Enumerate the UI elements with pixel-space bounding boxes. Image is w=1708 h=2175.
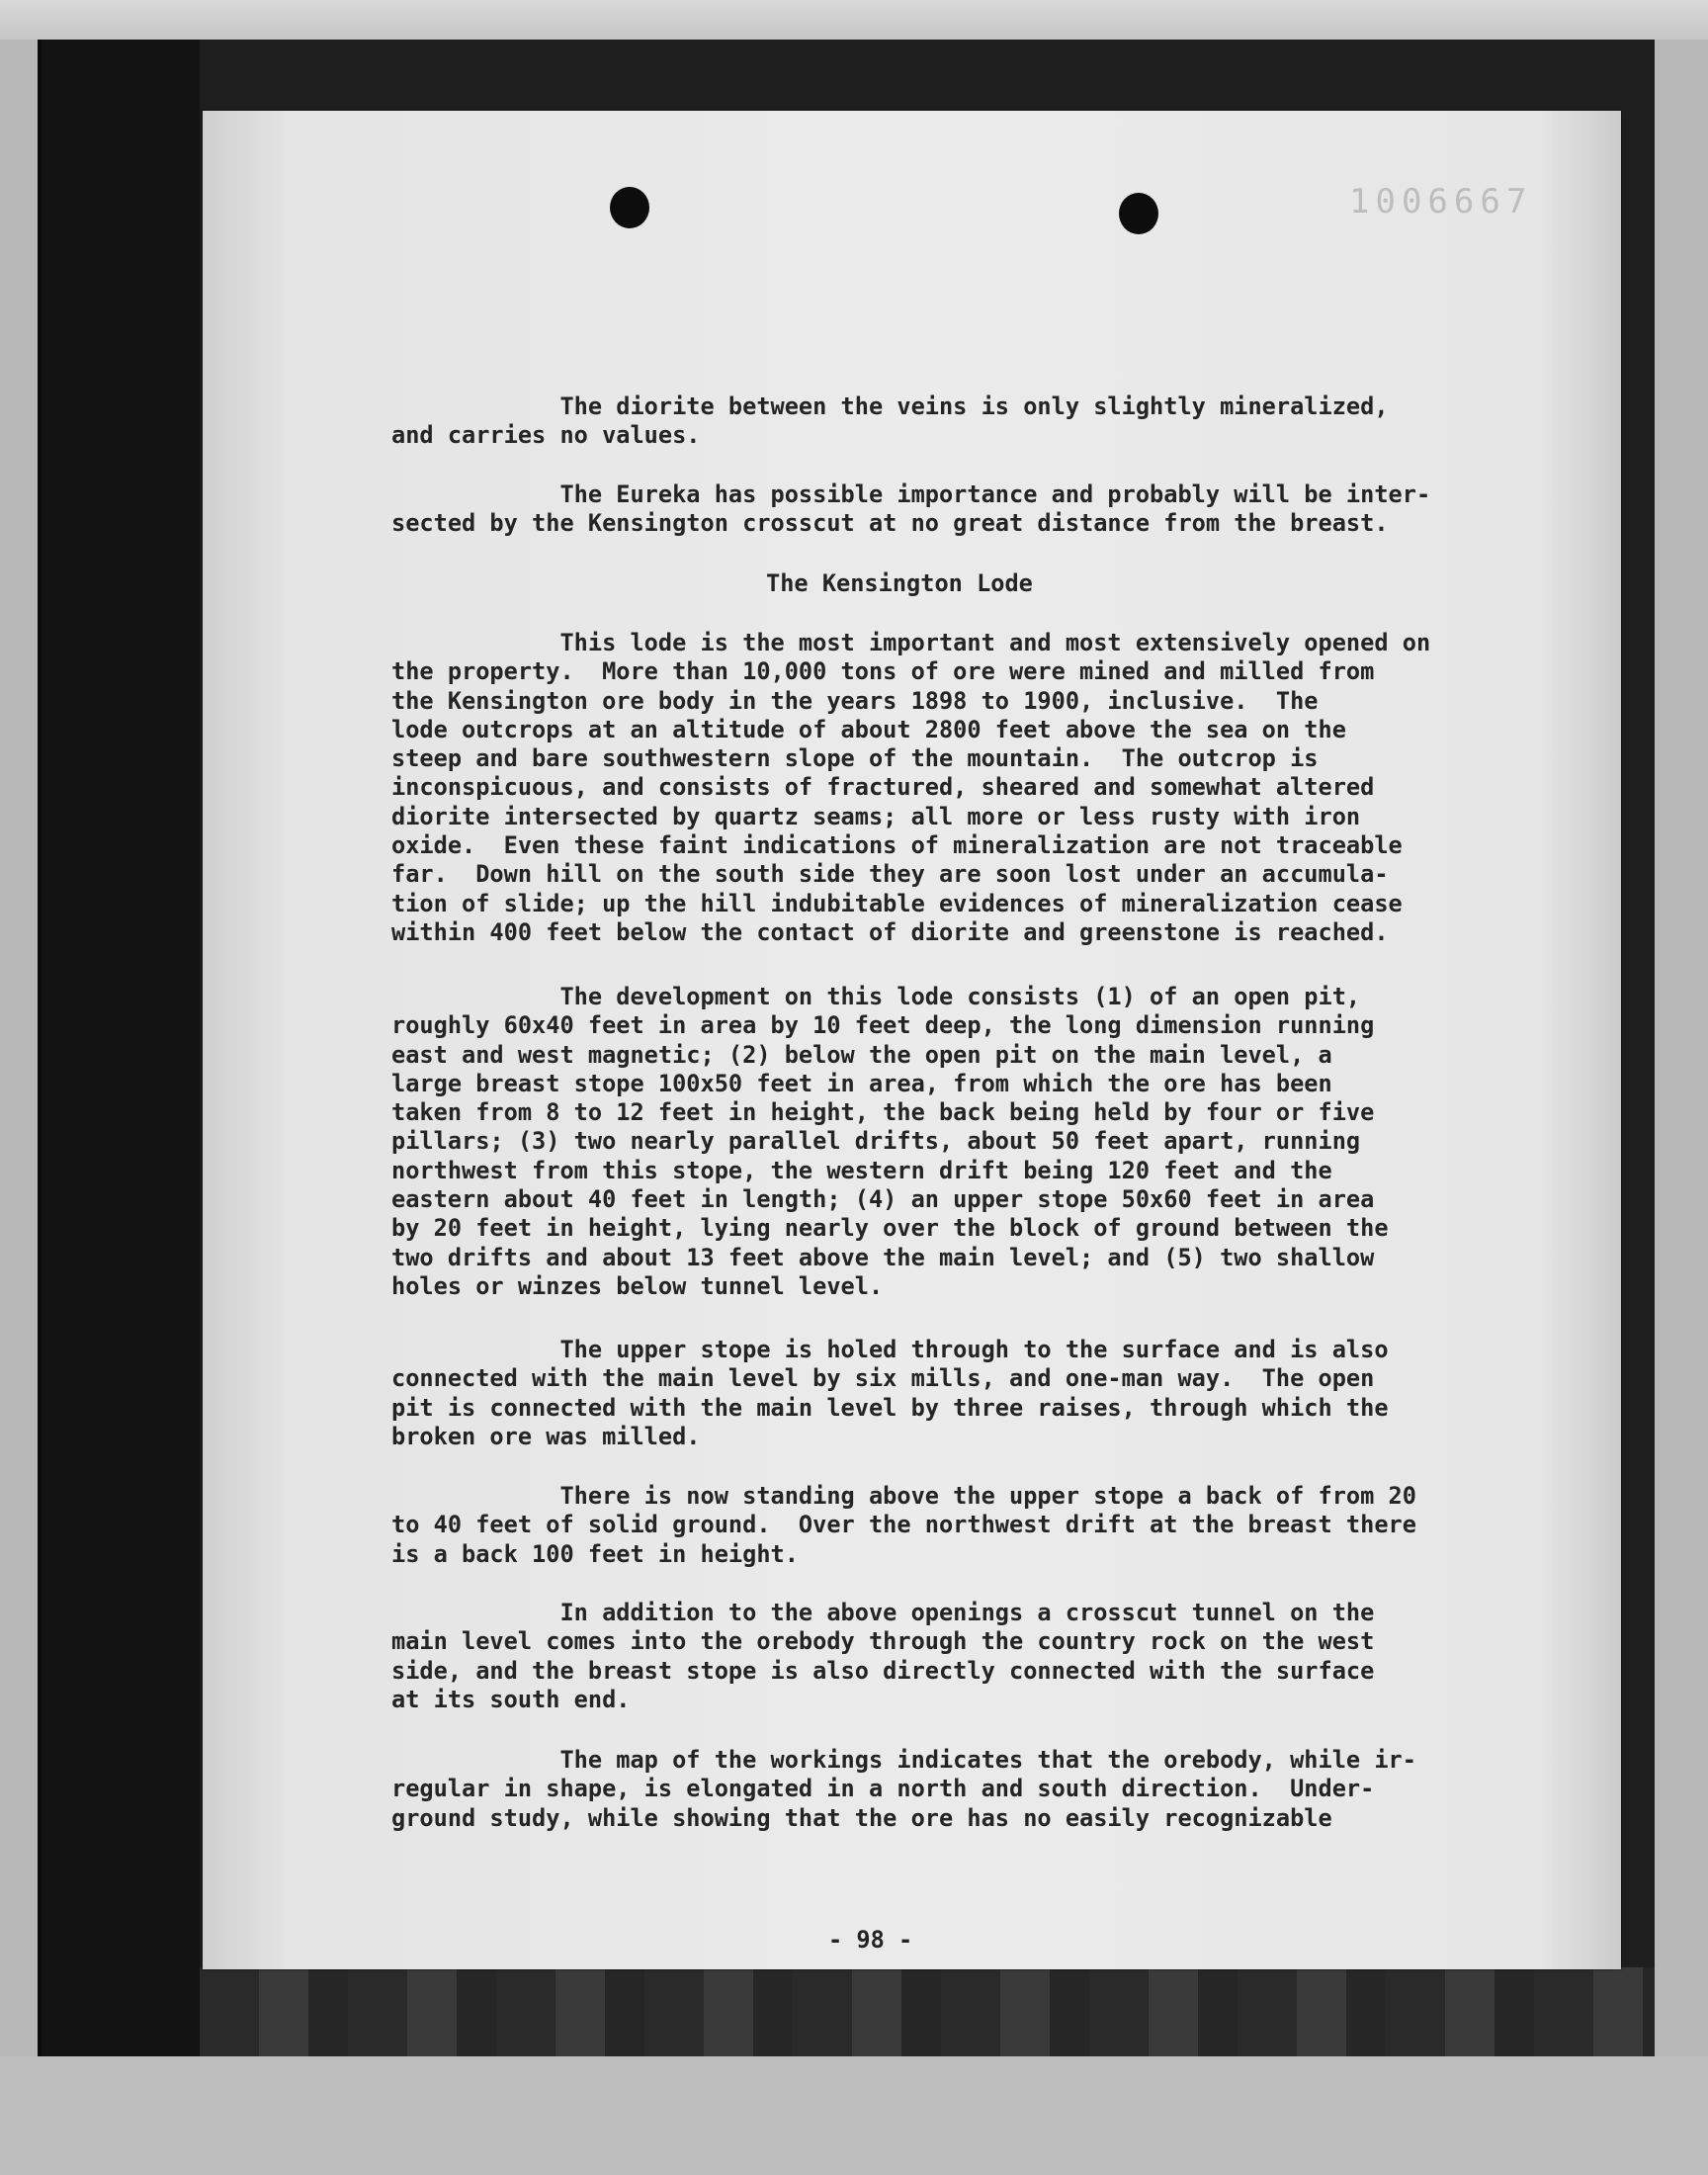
- page-number: - 98 -: [828, 1926, 913, 1954]
- paragraph-workings-map: The map of the workings indicates that the orebody, while ir- regular in shape, is elongated in a north and south direction. Under- ground study, while showing that the ore has no easily recognizable: [391, 1746, 1416, 1832]
- paragraph-development: The development on this lode consists (1) of an open pit, roughly 60x40 feet in area by 10 feet deep, the long dimension running east and west magnetic; (2) below the open pit on the main level, a large breast stope 100x50 feet in area, from which the ore has been taken from 8 to 12 feet in height, the back being held by four or five pillars; (3) two nearly parallel drifts, about 50 feet apart, running northwest from this stope, the western drift being 120 feet and the eastern about 40 feet in length; (4) an upper stope 50x60 feet in area by 20 feet in height, lying nearly over the block of ground between the two drifts and about 13 feet above the main level; and (5) two shallow holes or winzes below tunnel level.: [391, 983, 1389, 1300]
- paragraph-diorite: The diorite between the veins is only slightly mineralized, and carries no values.: [391, 392, 1389, 450]
- section-heading: The Kensington Lode: [766, 569, 1033, 597]
- scanner-strip: [0, 0, 1708, 40]
- punch-hole-left: [610, 187, 649, 228]
- paragraph-lode-description: This lode is the most important and most extensively opened on the property. More than 10,000 tons of ore were mined and milled from the Kensington ore body in the years 1898 to 1900, inclusive. The lode outcrops at an altitude of about 2800 feet above the sea on the steep and bare southwestern slope of the mountain. The outcrop is inconspicuous, and consists of fractured, sheared and somewhat altered diorite intersected by quartz seams; all more or less rusty with iron oxide. Even these faint indications of mineralization are not traceable far. Down hill on the south side they are soon lost under an accumula- tion of slide; up the hill indubitable evidences of mineralization cease within 400 feet below the contact of diorite and greenstone is reached.: [391, 629, 1431, 946]
- paragraph-eureka: The Eureka has possible importance and probably will be inter- sected by the Kensington crosscut at no great distance from the breast.: [391, 480, 1431, 538]
- scan-background: [0, 2056, 1708, 2175]
- frame-stamp: 1006667: [1349, 182, 1533, 221]
- paragraph-upper-stope: The upper stope is holed through to the surface and is also connected with the main level by six mills, and one-man way. The open pit is connected with the main level by three raises, through which the broken ore was milled.: [391, 1336, 1389, 1450]
- paragraph-crosscut-tunnel: In addition to the above openings a crosscut tunnel on the main level comes into the orebody through the country rock on the west side, and the breast stope is also directly connected with the surface at its south end.: [391, 1599, 1375, 1713]
- punch-hole-right: [1119, 193, 1158, 234]
- paragraph-standing-ground: There is now standing above the upper stope a back of from 20 to 40 feet of solid ground. Over the northwest drift at the breast there is a back 100 feet in height.: [391, 1482, 1416, 1568]
